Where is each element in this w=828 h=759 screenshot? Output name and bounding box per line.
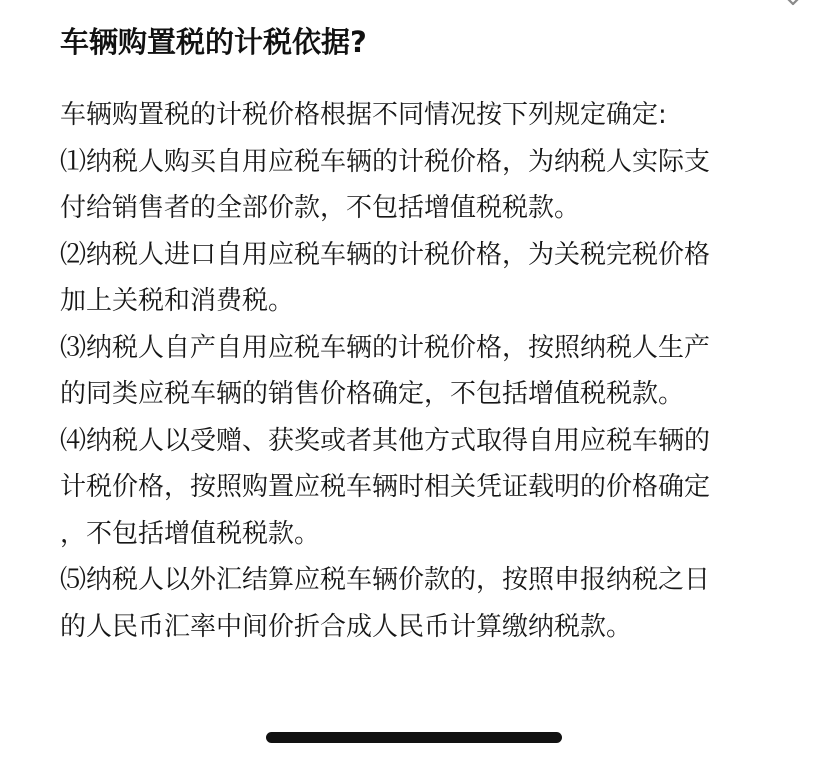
text-line: 计税价格，按照购置应税车辆时相关凭证载明的价格确定 — [60, 472, 711, 502]
home-indicator[interactable] — [266, 732, 562, 743]
close-button[interactable] — [778, 0, 808, 16]
text-line: ⑶纳税人自产自用应税车辆的计税价格，按照纳税人生产 — [60, 332, 711, 363]
rule-item-4 — [60, 418, 776, 558]
text-line: 的同类应税车辆的销售价格确定，不包括增值税税款。 — [60, 379, 685, 409]
text-line: ⑸纳税人以外汇结算应税车辆价款的，按照申报纳税之日 — [60, 565, 711, 595]
text-line: 付给销售者的全部价款，不包括增值税税款。 — [60, 193, 581, 223]
article-title: 车辆购置税的计税依据? — [60, 25, 367, 59]
text-line: ⑴纳税人购买自用应税车辆的计税价格，为纳税人实际支 — [60, 146, 711, 177]
rule-item-5 — [60, 557, 776, 650]
text-line: ，不包括增值税税款。 — [60, 518, 321, 549]
text-line: 加上关税和消费税。 — [60, 286, 295, 316]
article-body — [60, 92, 776, 650]
text-line: 的人民币汇率中间价折合成人民币计算缴纳税款。 — [60, 611, 633, 642]
intro-paragraph — [60, 92, 776, 139]
rule-item-3 — [60, 325, 776, 418]
close-icon — [778, 0, 808, 16]
text-line: ⑷纳税人以受赠、获奖或者其他方式取得自用应税车辆的 — [60, 425, 711, 456]
rule-item-2 — [60, 232, 776, 325]
text-line: 车辆购置税的计税价格根据不同情况按下列规定确定: — [60, 100, 667, 130]
rule-item-1 — [60, 139, 776, 232]
text-line: ⑵纳税人进口自用应税车辆的计税价格，为关税完税价格 — [60, 239, 711, 270]
